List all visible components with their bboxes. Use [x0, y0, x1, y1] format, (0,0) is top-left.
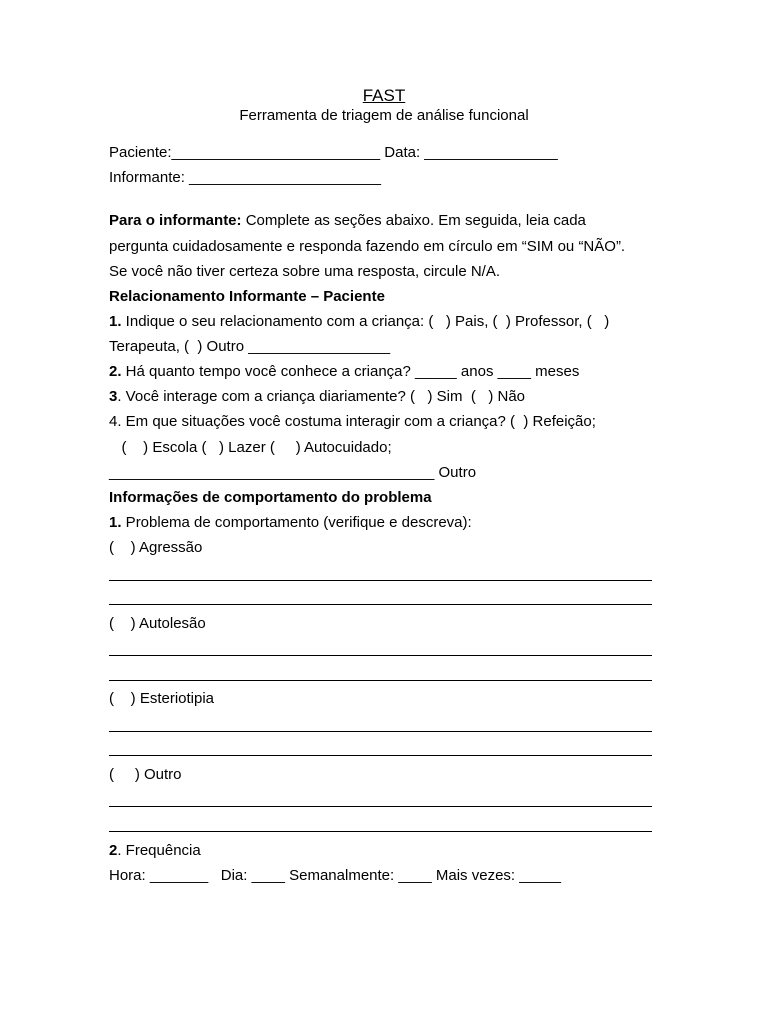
question-3-text: . Você interage com a criança diariamente? ( ) Sim ( ) Não: [117, 388, 526, 405]
instructions-text-1: Complete as seções abaixo. Em seguida, leia cada: [241, 212, 586, 229]
question-3-number: 3: [109, 388, 118, 405]
frequency-question-text: . Frequência: [117, 842, 201, 859]
behavior-question-1-number: 1.: [109, 514, 122, 531]
answer-line: [109, 806, 652, 807]
option-aggression: ( ) Agressão: [109, 539, 203, 556]
answer-line: [109, 655, 652, 656]
question-1-line-2: Terapeuta, ( ) Outro _________________: [109, 338, 391, 355]
answer-line: [109, 755, 652, 756]
frequency-fields-line: Hora: _______ Dia: ____ Semanalmente: ____ Mais vezes: _____: [109, 867, 561, 884]
question-4-line-3: _______________________________________ Outro: [109, 464, 477, 481]
section-heading-relationship-text: Relacionamento Informante – Paciente: [109, 288, 385, 305]
instructions-line-2: pergunta cuidadosamente e responda fazendo em círculo em “SIM ou “NÃO”.: [109, 238, 626, 255]
instructions-line-3: Se você não tiver certeza sobre uma resposta, circule N/A.: [109, 263, 501, 280]
answer-line: [109, 680, 652, 681]
section-heading-behavior-text: Informações de comportamento do problema: [109, 489, 432, 506]
question-4-line-1: 4. Em que situações você costuma interagir com a criança? ( ) Refeição;: [109, 413, 596, 430]
question-1-number: 1.: [109, 313, 122, 330]
document-title: FAST: [362, 86, 406, 105]
option-stereotypy: ( ) Esteriotipia: [109, 690, 215, 707]
frequency-question-number: 2: [109, 842, 118, 859]
answer-line: [109, 580, 652, 581]
informant-line: Informante: _______________________: [109, 169, 381, 186]
section-heading-relationship: [109, 288, 669, 306]
answer-line: [109, 731, 652, 732]
question-1-text: Indique o seu relacionamento com a criança: ( ) Pais, ( ) Professor, ( ): [121, 313, 610, 330]
patient-date-line: Paciente:_________________________ Data: ________________: [109, 144, 558, 161]
document-subtitle: Ferramenta de triagem de análise funcional: [239, 107, 529, 124]
question-2-line: [109, 363, 669, 381]
question-2-number: 2.: [109, 363, 122, 380]
answer-line: [109, 604, 652, 605]
question-4-line-2: ( ) Escola ( ) Lazer ( ) Autocuidado;: [109, 439, 392, 456]
instructions-line-1: [109, 212, 669, 230]
answer-line: [109, 831, 652, 832]
instructions-label: Para o informante:: [109, 212, 242, 229]
option-self-injury: ( ) Autolesão: [109, 615, 206, 632]
frequency-question-line: [109, 842, 669, 860]
behavior-question-1-line: [109, 514, 669, 532]
question-3-line: [109, 388, 669, 406]
behavior-question-1-text: Problema de comportamento (verifique e descreva):: [121, 514, 472, 531]
question-1-line-1: [109, 313, 669, 331]
option-other: ( ) Outro: [109, 766, 182, 783]
question-2-text: Há quanto tempo você conhece a criança? _____ anos ____ meses: [121, 363, 580, 380]
section-heading-behavior: [109, 489, 669, 507]
